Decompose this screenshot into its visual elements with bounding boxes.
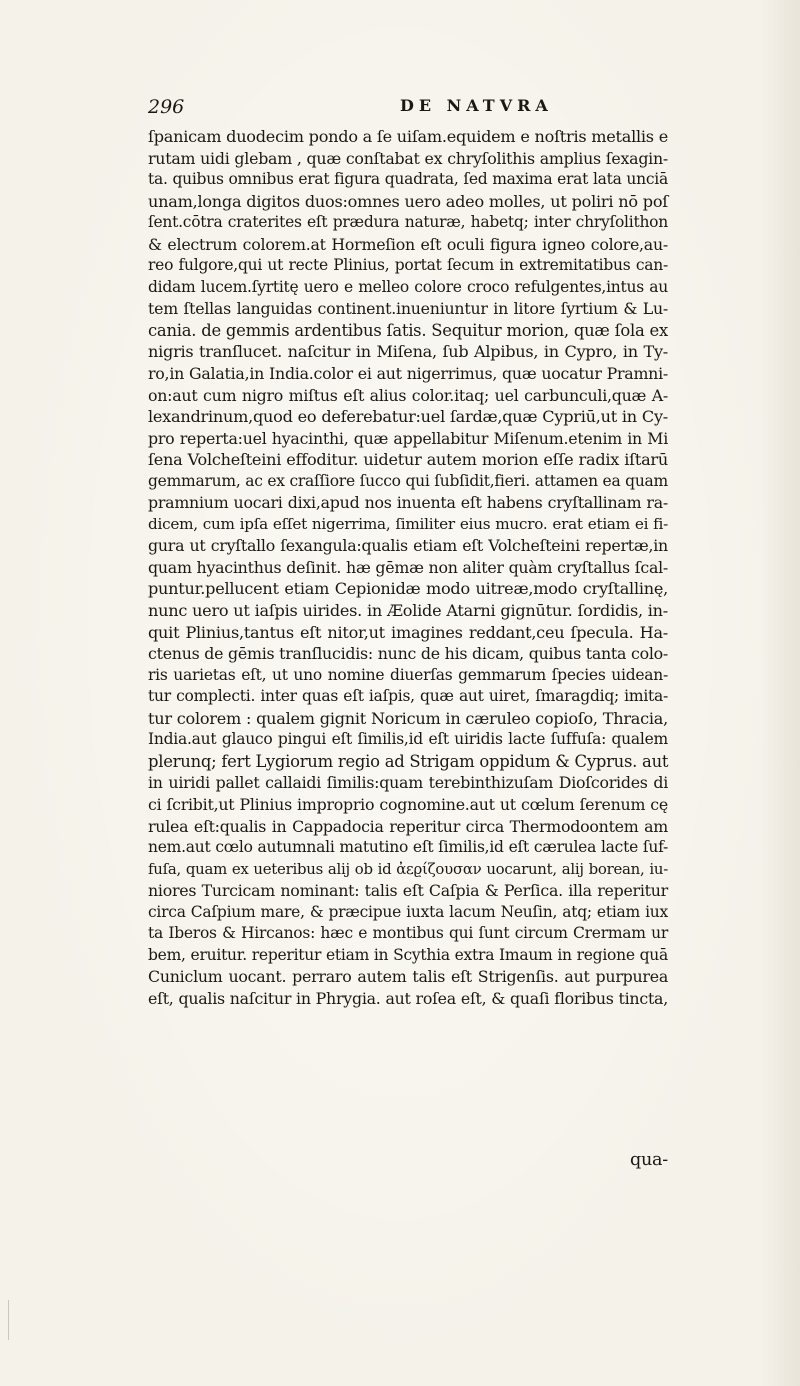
- text-line: ta Iberos & Hircanos: hæc e montibus qui ſunt circum Crermam ur: [148, 924, 668, 943]
- text-line: rulea eſt:qualis in Cappadocia reperitur circa Thermodoontem am: [148, 816, 668, 836]
- text-line: ci ſcribit,ut Plinius improprio cognomine.aut ut cœlum ſerenum cę: [148, 794, 668, 814]
- text-line: puntur.pellucent etiam Cepionidæ modo uitreæ,modo cryſtallinę,: [148, 579, 668, 599]
- text-line: Cuniclum uocant. perraro autem talis eſt Strigenſis. aut purpurea: [148, 967, 668, 987]
- text-line: tur complecti. inter quas eſt iaſpis, quæ aut uiret, ſmaragdiq; imita-: [148, 687, 668, 706]
- text-line: pro reperta:uel hyacinthi, quæ appellabitur Miſenum.etenim in Mi: [148, 428, 668, 448]
- text-line: ta. quibus omnibus erat figura quadrata, ſed maxima erat lata unciā: [148, 170, 668, 189]
- text-line: ſpanicam duodecim pondo a ſe uiſam.equidem e noſtris metallis e: [148, 127, 668, 146]
- text-line: eſt, qualis naſcitur in Phrygia. aut roſea eſt, & quaſi floribus tincta,: [148, 988, 668, 1008]
- text-line: tem ſtellas languidas continent.inueniuntur in litore ſyrtium & Lu-: [148, 299, 668, 319]
- page-edge-shading: [760, 0, 800, 1386]
- text-line: didam lucem.ſyrtitę uero e melleo colore croco refulgentes,intus au: [148, 277, 668, 296]
- text-line: lexandrinum,quod eo deferebatur:uel ſardæ,quæ Cypriū,ut in Cy-: [148, 407, 668, 427]
- text-line: gemmarum, ac ex craſſiore ſucco qui ſubſidit,fieri. attamen ea quam: [148, 471, 668, 490]
- text-line: rutam uidi glebam , quæ conſtabat ex chryſolithis amplius ſexagin-: [148, 148, 668, 168]
- text-line: plerunq; fert Lygiorum regio ad Strigam oppidum & Cyprus. aut: [148, 751, 669, 771]
- text-line: nigris tranſlucet. naſcitur in Miſena, ſub Alpibus, in Cypro, in Ty-: [148, 342, 668, 362]
- text-line: India.aut glauco pingui eſt ſimilis,id eſt uiridis lacte ſuffuſa: qualem: [148, 730, 668, 749]
- margin-mark: [8, 1300, 11, 1340]
- page-number: 296: [148, 96, 185, 118]
- text-line: tur colorem : qualem gignit Noricum in cæruleo copioſo, Thracia,: [148, 708, 668, 728]
- text-line: cania. de gemmis ardentibus ſatis. Sequitur morion, quæ ſola ex: [148, 320, 668, 340]
- text-line: nem.aut cœlo autumnali matutino eſt ſimilis,id eſt cærulea lacte ſuf-: [148, 838, 668, 857]
- text-line: ro,in Galatia,in India.color ei aut nigerrimus, quæ uocatur Pramni-: [148, 364, 668, 384]
- page-header: [148, 90, 658, 120]
- text-line: unam,longa digitos duos:omnes uero adeo molles, ut poliri nō poſ: [148, 191, 668, 211]
- text-line: nunc uero ut iaſpis uirides. in Æolide Atarni gignūtur. ſordidis, in-: [148, 601, 668, 621]
- text-line: ctenus de gēmis tranſlucidis: nunc de his dicam, quibus tanta colo-: [148, 644, 668, 664]
- text-line: ris uarietas eſt, ut uno nomine diuerſas gemmarum ſpecies uidean-: [148, 665, 668, 684]
- text-line: gura ut cryſtallo ſexangula:qualis etiam eſt Volcheſteini repertæ,in: [148, 536, 668, 556]
- text-line: & electrum colorem.at Hormeſion eſt oculi figura igneo colore,au-: [148, 234, 668, 254]
- text-line: quam hyacinthus deſinit. hæ gēmæ non aliter quàm cryſtallus ſcal-: [148, 557, 668, 577]
- text-line: bem, eruitur. reperitur etiam in Scythia extra Imaum in regione quā: [148, 945, 668, 964]
- text-line: in uiridi pallet callaidi ſimilis:quam terebinthizuſam Dioſcorides di: [148, 773, 668, 793]
- catchword: qua-: [629, 1150, 668, 1170]
- text-line: circa Caſpium mare, & præcipue iuxta lacum Neuſin, atq; etiam iux: [148, 902, 668, 921]
- text-line: ſent.cōtra craterites eſt prædura naturæ, habetq; inter chryſolithon: [148, 213, 668, 232]
- text-line: dicem, cum ipſa eſſet nigerrima, ſimiliter eius mucro. erat etiam ei fi-: [148, 514, 668, 533]
- text-line: ſena Volcheſteini effoditur. uidetur autem morion eſſe radix iſtarū: [148, 450, 668, 470]
- text-line: quit Plinius,tantus eſt nitor,ut imagines reddant,ceu ſpecula. Ha-: [148, 622, 668, 642]
- text-line: on:aut cum nigro miſtus eſt alius color.itaq; uel carbunculi,quæ A-: [148, 385, 668, 405]
- text-line: niores Turcicam nominant: talis eſt Caſpia & Perſica. illa reperitur: [148, 881, 668, 901]
- body-text: [148, 126, 668, 1009]
- running-title: DE NATVRA: [400, 96, 553, 115]
- text-line: reo fulgore,qui ut recte Plinius, portat ſecum in extremitatibus can-: [148, 256, 668, 275]
- text-line: pramnium uocari dixi,apud nos inuenta eſt habens cryſtallinam ra-: [148, 493, 668, 513]
- text-line: fuſa, quam ex ueteribus alij ob id ἀεϱίζουσαν uocarunt, alij borean, iu-: [148, 859, 668, 878]
